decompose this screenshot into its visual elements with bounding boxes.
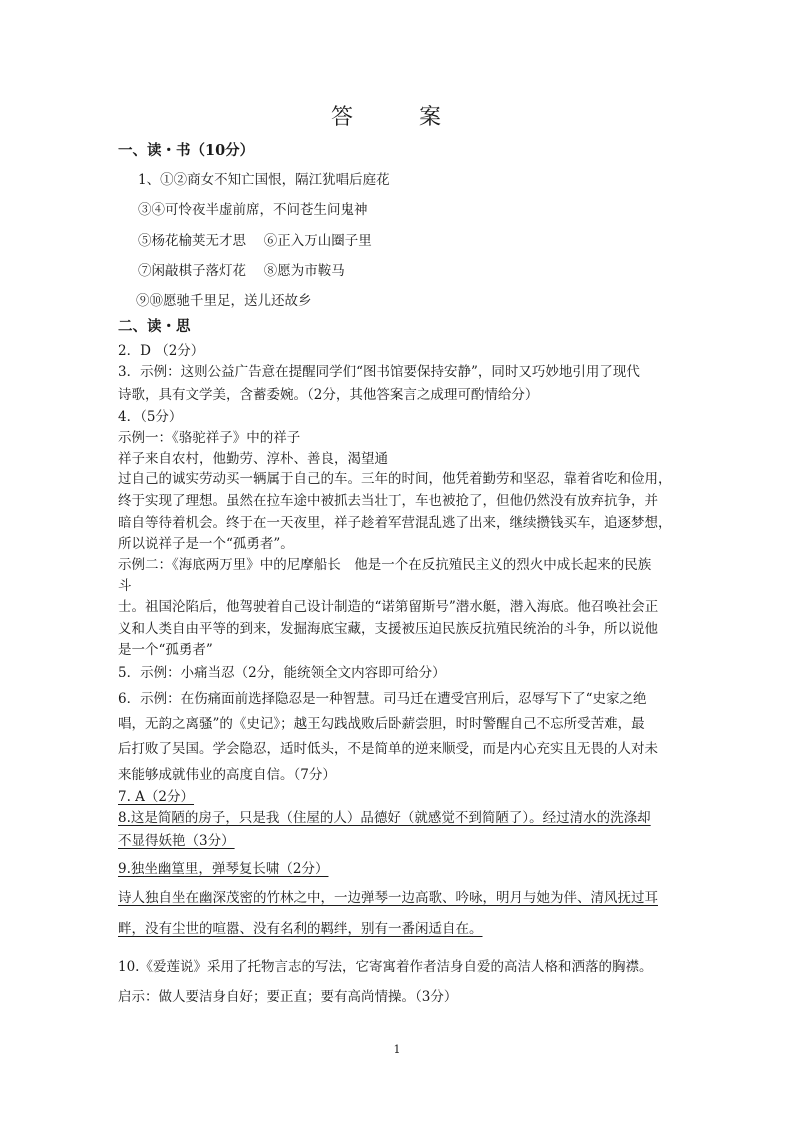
s2-line-underlined: 不显得妖艳（3分） [118, 833, 235, 849]
s2-line: 10.《爱莲说》采用了托物言志的写法，它寄寓着作者洁身自爱的高洁人格和洒落的胸襟。 [118, 959, 653, 975]
s2-line: 来能够成就伟业的高度自信。（7分） [118, 767, 336, 783]
s2-line-underlined: 诗人独自坐在幽深茂密的竹林之中，一边弹琴一边高歌、吟咏，明月与她为伴、清风抚过耳 [118, 890, 658, 906]
s2-line: 启示：做人要洁身自好；要正直；要有高尚情操。（3分） [118, 989, 458, 1005]
s2-line: 祥子来自农村，他勤劳、淳朴、善良，渴望通 [118, 451, 388, 467]
s2-line: 6．示例：在伤痛面前选择隐忍是一种智慧。司马迁在遭受宫刑后，忍辱写下了“史家之绝 [118, 691, 647, 707]
s1-line: ⑤杨花榆荚无才思 ⑥正入万山圈子里 [138, 233, 372, 249]
s2-line: 4．（5分） [118, 409, 183, 425]
s2-line: 士。祖国沦陷后，他驾驶着自己设计制造的“诺第留斯号”潜水艇，潜入海底。他召唤社会正 [118, 599, 659, 615]
s1-line: ⑦闲敲棋子落灯花 ⑧愿为市鞍马 [138, 263, 345, 279]
s2-line: 过自己的诚实劳动买一辆属于自己的车。三年的时间，他凭着勤劳和坚忍，靠着省吃和俭用， [118, 471, 672, 487]
s1-line: ⑨⑩愿驰千里足，送儿还故乡 [136, 293, 312, 309]
s1-line: 1、①②商女不知亡国恨，隔江犹唱后庭花 [138, 172, 390, 188]
s2-line: 诗歌，具有文学美，含蓄委婉。（2分，其他答案言之成理可酌情给分） [118, 387, 539, 403]
s2-line-underlined: 7. A（2分） [118, 789, 195, 805]
s2-line-underlined: 9.独坐幽篁里，弹琴复长啸（2分） [118, 861, 329, 877]
s2-line: 是一个“孤勇者” [118, 642, 213, 658]
section-1-heading: 一、读・书（10分） [118, 142, 255, 159]
s2-line: 唱，无韵之离骚”的《史记》；越王勾践战败后卧薪尝胆，时时警醒自己不忘所受苦难，最 [118, 716, 645, 732]
s2-line: 暗自等待着机会。终于在一天夜里，祥子趁着军营混乱逃了出来，继续攒钱买车，追逐梦想， [118, 515, 672, 531]
s2-line: 2．D （2分） [118, 343, 205, 359]
s1-line: ③④可怜夜半虚前席，不问苍生问鬼神 [138, 202, 368, 218]
page-number: 1 [393, 1043, 401, 1056]
s2-line-underlined: 8.这是简陋的房子，只是我（住屋的人）品德好（就感觉不到简陋了）。经过清水的洗涤却 [118, 810, 651, 826]
s2-line: 斗 [118, 578, 132, 594]
s2-line: 终于实现了理想。虽然在拉车途中被抓去当壮丁，车也被抢了，但他仍然没有放弃抗争，并 [118, 493, 658, 509]
s2-line: 后打败了吴国。学会隐忍，适时低头，不是简单的逆来顺受，而是内心充实且无畏的人对未 [118, 741, 658, 757]
page-title: 答 案 [330, 105, 463, 130]
s2-line: 所以说祥子是一个“孤勇者”。 [118, 536, 294, 552]
s2-line: 5．示例：小痛当忍（2分，能统领全文内容即可给分） [118, 665, 446, 681]
section-2-heading: 二、读・思 [118, 318, 191, 335]
s2-line: 示例一：《骆驼祥子》中的祥子 [118, 430, 301, 446]
s2-line: 示例二：《海底两万里》中的尼摩船长 他是一个在反抗殖民主义的烈火中成长起来的民族 [118, 557, 652, 573]
s2-line: 3．示例：这则公益广告意在提醒同学们“图书馆要保持安静”，同时又巧妙地引用了现代 [118, 364, 640, 380]
s2-line-underlined: 畔，没有尘世的喧嚣、没有名利的羁绊，别有一番闲适自在。 [118, 921, 483, 937]
s2-line: 义和人类自由平等的到来，发掘海底宝藏，支援被压迫民族反抗殖民统治的斗争，所以说他 [118, 621, 658, 637]
